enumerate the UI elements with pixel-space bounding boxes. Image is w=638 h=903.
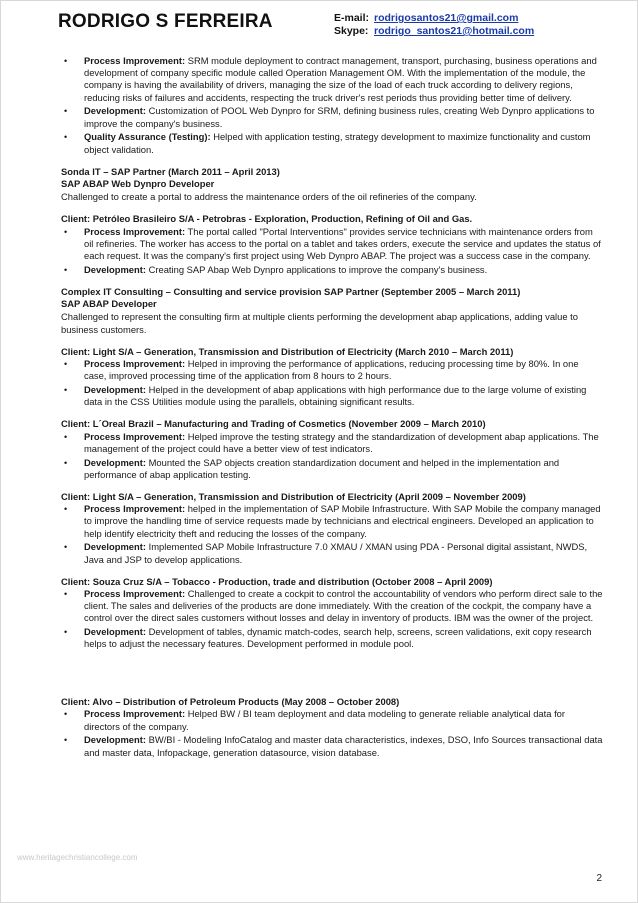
page-number: 2 [596, 873, 602, 884]
list-item: • Process Improvement: Helped BW / BI team deployment and data modeling to generate reliable analytical data for directors of the company. [61, 708, 603, 732]
blank-gap [61, 652, 603, 686]
job-intro-complex: Challenged to represent the consulting firm at multiple clients performing the development abap applications, adding value to business customers. [61, 311, 578, 335]
list-item: • Development: Customization of POOL Web Dynpro for SRM, defining business rules, creating Web Dynpro applications to improve the company's business. [61, 105, 603, 129]
job-intro-sonda: Challenged to create a portal to address the maintenance orders of the oil refineries of the company. [61, 191, 477, 203]
client-title-light-2010: Client: Light S/A – Generation, Transmission and Distribution of Electricity (March 2010 – March 2011) [61, 345, 514, 357]
list-item: • Process Improvement: helped in the implementation of SAP Mobile Infrastructure. With SAP Mobile the company managed to improve the handling time of service requests made by technicians and electrical engineers. Developed an application to help identify electricity theft and reducing the losses of the company. [61, 503, 603, 540]
list-item: • Development: Mounted the SAP objects creation standardization document and helped in the implementation and performance of abap application testing. [61, 457, 603, 481]
skype-label: Skype: [334, 25, 369, 37]
list-item: • Process Improvement: The portal called "Portal Interventions" provides service technicians with maintenance orders from oil refineries. The worker has access to the portal on a tablet and takes orders, execute the service and updates the status of each request. It was the company's first project using Web Dynpro ABAP. The project was a success case in the company. [61, 226, 603, 263]
skype-link[interactable]: rodrigo_santos21@hotmail.com [374, 25, 535, 37]
list-item: • Development: Implemented SAP Mobile Infrastructure 7.0 XMAU / XMAN using PDA - Personal digital assistant, NWDS, Java and JSP to develop applications. [61, 541, 603, 565]
client-title-light-2009: Client: Light S/A – Generation, Transmission and Distribution of Electricity (April 2009 – November 2009) [61, 491, 526, 503]
watermark-text: www.heritagechristiancollege.com [17, 853, 138, 862]
client-title-souza-cruz: Client: Souza Cruz S/A – Tobacco - Production, trade and distribution (October 2008 – April 2009) [61, 575, 493, 587]
souza-cruz-bullet-list [61, 588, 603, 651]
list-item: • Process Improvement: SRM module deployment to contract management, transport, purchasing, business operations and development of company specific module called Operation Management OM. With the implementation of the module, the company is having the availability of drivers, managing the size of the load of each truck according to delivery regions, reducing risks of failures and accidents, respecting the truck driver's rest periods thus providing better time of delivery. [61, 55, 603, 104]
job-title-sonda: Sonda IT – SAP Partner (March 2011 – April 2013) SAP ABAP Web Dynpro Developer [61, 165, 280, 190]
list-item: • Process Improvement: Challenged to create a cockpit to control the accountability of vendors who perform direct sale to the client. The sales and deliveries of the products are done immediately. With the creation of the cockpit, the company have a control over the direct sales customers without losses and delay in inventory of products. IBM was the owner of the project. [61, 588, 603, 625]
light-2009-bullet-list [61, 503, 603, 566]
list-item: • Process Improvement: Helped improve the testing strategy and the standardization of development abap applications. The management of the project could have a better view of test indicators. [61, 431, 603, 455]
list-item: • Quality Assurance (Testing): Helped with application testing, strategy development to maximize functionality and custom object validation. [61, 131, 603, 155]
list-item: • Development: BW/BI - Modeling InfoCatalog and master data characteristics, indexes, DSO, Info Sources transactional data and master data, Infopackage, generation datasource, vision database. [61, 734, 603, 758]
job-title-complex: Complex IT Consulting – Consulting and service provision SAP Partner (September 2005 – March 2011) SAP ABAP Developer [61, 286, 521, 310]
light-2010-bullet-list [61, 358, 603, 408]
list-item: • Development: Helped in the development of abap applications with high performance due to the large volume of existing data in the CSS Utilities module using the parallels, obtaining significant results. [61, 384, 603, 408]
skype-line [334, 25, 534, 38]
list-item: • Development: Development of tables, dynamic match-codes, search help, screens, screen validations, exit copy research helps to adjust the necessary features. Development performed in module pool. [61, 626, 603, 650]
email-line [334, 12, 534, 25]
resume-content [61, 55, 603, 760]
email-link[interactable]: rodrigosantos21@gmail.com [374, 12, 519, 24]
email-label: E-mail: [334, 12, 370, 24]
list-item: • Development: Creating SAP Abap Web Dynpro applications to improve the company's business. [61, 264, 603, 276]
top-bullet-list [61, 55, 603, 156]
client-title-petrobras: Client: Petróleo Brasileiro S/A - Petrobras - Exploration, Production, Refining of Oil and Gas. [61, 213, 473, 225]
list-item: • Process Improvement: Helped in improving the performance of applications, reducing processing time by 80%. In one case, improved processing time of the application from 8 hours to 2 hours. [61, 358, 603, 382]
candidate-name: RODRIGO S FERREIRA [58, 11, 273, 32]
contact-block [334, 12, 534, 38]
client-title-loreal: Client: L´Oreal Brazil – Manufacturing and Trading of Cosmetics (November 2009 – March 2010) [61, 418, 486, 430]
petrobras-bullet-list [61, 226, 603, 276]
alvo-bullet-list [61, 708, 603, 758]
client-title-alvo: Client: Alvo – Distribution of Petroleum Products (May 2008 – October 2008) [61, 696, 400, 708]
loreal-bullet-list [61, 431, 603, 481]
